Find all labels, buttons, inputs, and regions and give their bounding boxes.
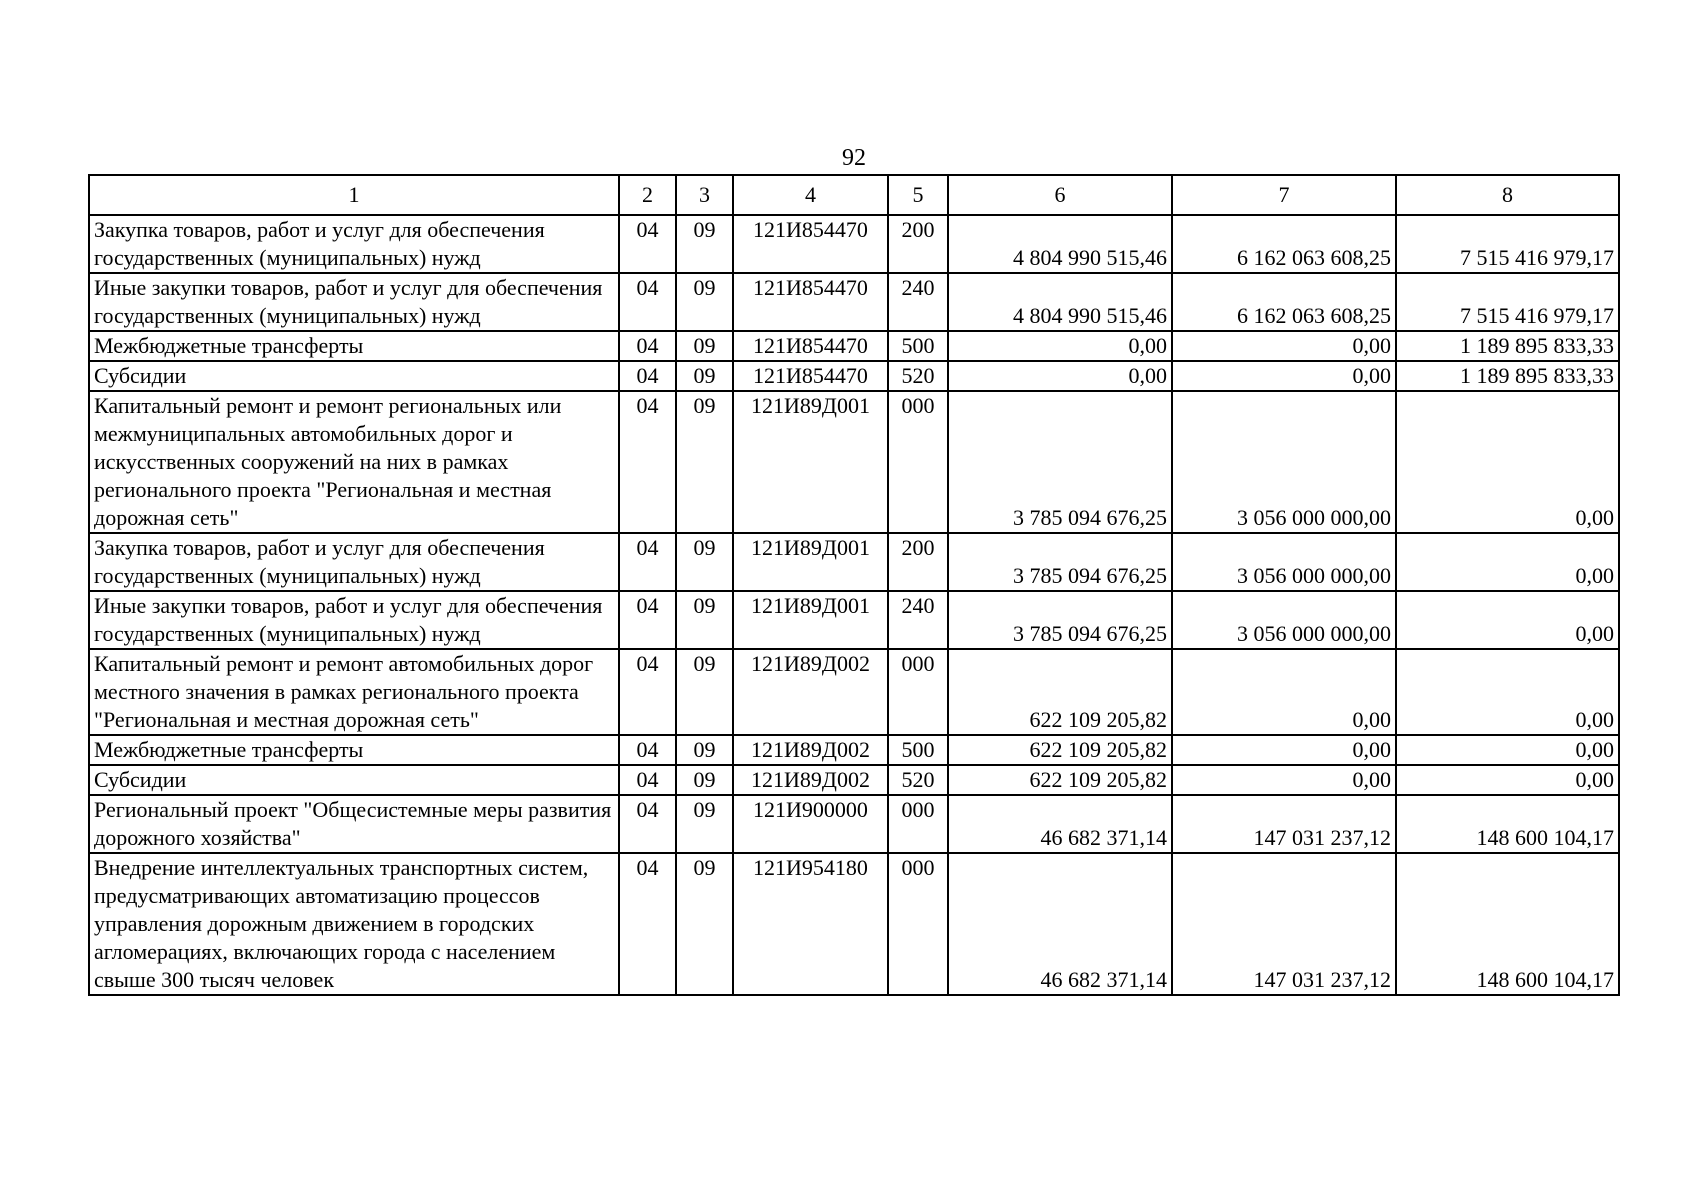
amount-col8-cell: 0,00 [1396, 735, 1619, 765]
section-code-cell: 04 [619, 273, 676, 331]
amount-col8-cell: 0,00 [1396, 591, 1619, 649]
table-row [89, 765, 1619, 795]
section-code-cell: 04 [619, 331, 676, 361]
target-article-cell: 121И854470 [733, 331, 888, 361]
target-article-cell: 121И89Д002 [733, 649, 888, 735]
row-name-cell: Межбюджетные трансферты [89, 735, 619, 765]
subsection-code-cell: 09 [676, 533, 733, 591]
subsection-code-cell: 09 [676, 361, 733, 391]
row-name-cell: Капитальный ремонт и ремонт автомобильных дорог местного значения в рамках регионального проекта "Региональная и местная дорожная сеть" [89, 649, 619, 735]
section-code-cell: 04 [619, 533, 676, 591]
row-name-cell: Капитальный ремонт и ремонт региональных или межмуниципальных автомобильных дорог и искусственных сооружений на них в рамках регионального проекта "Региональная и местная дорожная сеть" [89, 391, 619, 533]
target-article-cell: 121И89Д001 [733, 391, 888, 533]
expense-type-cell: 240 [888, 273, 948, 331]
subsection-code-cell: 09 [676, 391, 733, 533]
section-code-cell: 04 [619, 735, 676, 765]
table-body [89, 215, 1619, 995]
header-row [89, 175, 1619, 215]
target-article-cell: 121И854470 [733, 273, 888, 331]
expense-type-cell: 520 [888, 361, 948, 391]
target-article-cell: 121И89Д002 [733, 735, 888, 765]
row-name-cell: Субсидии [89, 765, 619, 795]
expense-type-cell: 000 [888, 649, 948, 735]
amount-col7-cell: 0,00 [1172, 649, 1396, 735]
header-cell-2: 2 [619, 175, 676, 215]
section-code-cell: 04 [619, 391, 676, 533]
amount-col6-cell: 0,00 [948, 361, 1172, 391]
table-row [89, 331, 1619, 361]
expense-type-cell: 000 [888, 391, 948, 533]
section-code-cell: 04 [619, 591, 676, 649]
subsection-code-cell: 09 [676, 735, 733, 765]
amount-col6-cell: 4 804 990 515,46 [948, 215, 1172, 273]
header-cell-6: 6 [948, 175, 1172, 215]
header-cell-8: 8 [1396, 175, 1619, 215]
amount-col7-cell: 3 056 000 000,00 [1172, 591, 1396, 649]
expense-type-cell: 500 [888, 331, 948, 361]
row-name-cell: Закупка товаров, работ и услуг для обеспечения государственных (муниципальных) нужд [89, 533, 619, 591]
table-row [89, 735, 1619, 765]
amount-col6-cell: 622 109 205,82 [948, 765, 1172, 795]
amount-col6-cell: 46 682 371,14 [948, 795, 1172, 853]
header-cell-4: 4 [733, 175, 888, 215]
subsection-code-cell: 09 [676, 853, 733, 995]
table-row [89, 391, 1619, 533]
expense-type-cell: 200 [888, 533, 948, 591]
row-name-cell: Закупка товаров, работ и услуг для обеспечения государственных (муниципальных) нужд [89, 215, 619, 273]
section-code-cell: 04 [619, 765, 676, 795]
amount-col7-cell: 147 031 237,12 [1172, 853, 1396, 995]
section-code-cell: 04 [619, 361, 676, 391]
section-code-cell: 04 [619, 649, 676, 735]
amount-col6-cell: 622 109 205,82 [948, 735, 1172, 765]
header-cell-5: 5 [888, 175, 948, 215]
subsection-code-cell: 09 [676, 331, 733, 361]
amount-col7-cell: 147 031 237,12 [1172, 795, 1396, 853]
amount-col8-cell: 0,00 [1396, 533, 1619, 591]
header-cell-1: 1 [89, 175, 619, 215]
amount-col7-cell: 0,00 [1172, 361, 1396, 391]
section-code-cell: 04 [619, 215, 676, 273]
expense-type-cell: 200 [888, 215, 948, 273]
amount-col8-cell: 0,00 [1396, 765, 1619, 795]
target-article-cell: 121И900000 [733, 795, 888, 853]
section-code-cell: 04 [619, 795, 676, 853]
budget-table [88, 174, 1620, 996]
table-row [89, 795, 1619, 853]
section-code-cell: 04 [619, 853, 676, 995]
expense-type-cell: 500 [888, 735, 948, 765]
amount-col8-cell: 7 515 416 979,17 [1396, 215, 1619, 273]
target-article-cell: 121И89Д002 [733, 765, 888, 795]
header-cell-3: 3 [676, 175, 733, 215]
expense-type-cell: 000 [888, 795, 948, 853]
amount-col7-cell: 6 162 063 608,25 [1172, 273, 1396, 331]
subsection-code-cell: 09 [676, 591, 733, 649]
table-row [89, 533, 1619, 591]
row-name-cell: Субсидии [89, 361, 619, 391]
amount-col6-cell: 0,00 [948, 331, 1172, 361]
target-article-cell: 121И854470 [733, 361, 888, 391]
amount-col8-cell: 1 189 895 833,33 [1396, 361, 1619, 391]
amount-col6-cell: 46 682 371,14 [948, 853, 1172, 995]
subsection-code-cell: 09 [676, 649, 733, 735]
amount-col8-cell: 7 515 416 979,17 [1396, 273, 1619, 331]
amount-col7-cell: 3 056 000 000,00 [1172, 391, 1396, 533]
amount-col7-cell: 3 056 000 000,00 [1172, 533, 1396, 591]
table-row [89, 591, 1619, 649]
header-cell-7: 7 [1172, 175, 1396, 215]
amount-col8-cell: 1 189 895 833,33 [1396, 331, 1619, 361]
table-row [89, 215, 1619, 273]
expense-type-cell: 000 [888, 853, 948, 995]
amount-col6-cell: 3 785 094 676,25 [948, 533, 1172, 591]
amount-col7-cell: 6 162 063 608,25 [1172, 215, 1396, 273]
amount-col6-cell: 3 785 094 676,25 [948, 391, 1172, 533]
table-row [89, 273, 1619, 331]
amount-col8-cell: 0,00 [1396, 649, 1619, 735]
page-number: 92 [842, 145, 866, 171]
amount-col6-cell: 4 804 990 515,46 [948, 273, 1172, 331]
target-article-cell: 121И954180 [733, 853, 888, 995]
target-article-cell: 121И854470 [733, 215, 888, 273]
expense-type-cell: 520 [888, 765, 948, 795]
amount-col8-cell: 148 600 104,17 [1396, 853, 1619, 995]
target-article-cell: 121И89Д001 [733, 533, 888, 591]
amount-col7-cell: 0,00 [1172, 765, 1396, 795]
row-name-cell: Внедрение интеллектуальных транспортных систем, предусматривающих автоматизацию процессов управления дорожным движением в городских агломерациях, включающих города с населением свыше 300 тысяч человек [89, 853, 619, 995]
amount-col8-cell: 148 600 104,17 [1396, 795, 1619, 853]
row-name-cell: Региональный проект "Общесистемные меры развития дорожного хозяйства" [89, 795, 619, 853]
amount-col7-cell: 0,00 [1172, 331, 1396, 361]
row-name-cell: Иные закупки товаров, работ и услуг для обеспечения государственных (муниципальных) нужд [89, 591, 619, 649]
table-row [89, 649, 1619, 735]
amount-col6-cell: 622 109 205,82 [948, 649, 1172, 735]
subsection-code-cell: 09 [676, 215, 733, 273]
amount-col8-cell: 0,00 [1396, 391, 1619, 533]
row-name-cell: Межбюджетные трансферты [89, 331, 619, 361]
table-row [89, 853, 1619, 995]
subsection-code-cell: 09 [676, 795, 733, 853]
target-article-cell: 121И89Д001 [733, 591, 888, 649]
row-name-cell: Иные закупки товаров, работ и услуг для обеспечения государственных (муниципальных) нужд [89, 273, 619, 331]
subsection-code-cell: 09 [676, 765, 733, 795]
amount-col6-cell: 3 785 094 676,25 [948, 591, 1172, 649]
expense-type-cell: 240 [888, 591, 948, 649]
amount-col7-cell: 0,00 [1172, 735, 1396, 765]
subsection-code-cell: 09 [676, 273, 733, 331]
table-row [89, 361, 1619, 391]
